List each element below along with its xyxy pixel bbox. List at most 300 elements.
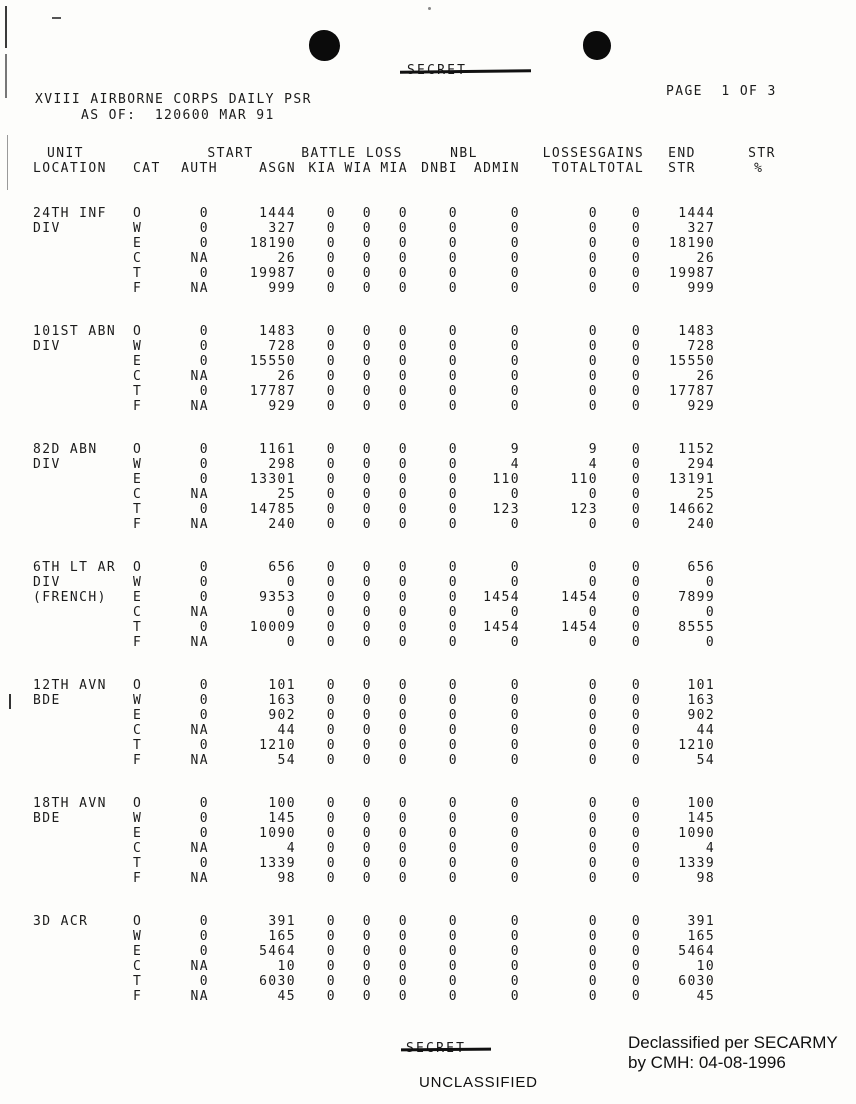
unit-name-cell: DIV	[33, 457, 61, 472]
dnbi-cell: 0	[448, 324, 458, 339]
end-str-cell: 100	[687, 796, 716, 811]
wia-cell: 0	[362, 944, 372, 959]
kia-cell: 0	[326, 693, 336, 708]
unit-name-cell: 18TH AVN	[33, 796, 107, 811]
psr-table	[33, 146, 778, 1004]
auth-cell: 0	[199, 929, 209, 944]
cat-cell: C	[133, 605, 143, 620]
str-pct-cell	[718, 914, 778, 929]
admin-cell: 0	[510, 266, 520, 281]
asgn-cell: 163	[268, 693, 296, 708]
col-header-str-pct: %	[754, 161, 764, 176]
gains-total-cell: 0	[631, 560, 642, 575]
mia-cell: 0	[398, 502, 408, 517]
losses-total-cell: 1454	[561, 590, 598, 605]
losses-total-cell: 0	[588, 959, 598, 974]
str-pct-cell	[718, 635, 778, 650]
wia-cell: 0	[362, 796, 372, 811]
row-spacer	[33, 650, 778, 678]
admin-cell: 0	[510, 738, 520, 753]
gains-total-cell: 0	[631, 457, 642, 472]
declassification-note	[628, 1033, 838, 1073]
str-pct-cell	[718, 560, 778, 575]
dnbi-cell: 0	[448, 944, 458, 959]
wia-cell: 0	[362, 590, 372, 605]
admin-cell: 0	[510, 369, 520, 384]
mia-cell: 0	[398, 811, 408, 826]
unit-name-cell: DIV	[33, 339, 61, 354]
mia-cell: 0	[398, 206, 408, 221]
psr-table-header	[33, 146, 778, 206]
losses-total-cell: 9	[588, 442, 598, 457]
classification-marking-bottom	[406, 1041, 466, 1056]
wia-cell: 0	[362, 206, 372, 221]
kia-cell: 0	[326, 590, 336, 605]
str-pct-cell	[718, 871, 778, 886]
dnbi-cell: 0	[448, 723, 458, 738]
cat-cell: F	[133, 517, 143, 532]
kia-cell: 0	[326, 841, 336, 856]
unit-name-cell	[33, 487, 133, 502]
dnbi-cell: 0	[448, 974, 458, 989]
gains-total-cell: 0	[631, 635, 642, 650]
declassification-line-2: by CMH: 04-08-1996	[628, 1053, 786, 1072]
unit-name-cell	[33, 841, 133, 856]
wia-cell: 0	[362, 575, 372, 590]
dnbi-cell: 0	[448, 620, 458, 635]
asgn-cell: 298	[268, 457, 296, 472]
gains-total-cell: 0	[631, 914, 642, 929]
scan-artifact	[9, 694, 11, 709]
asgn-cell: 0	[286, 605, 296, 620]
auth-cell: 0	[199, 324, 209, 339]
mia-cell: 0	[398, 560, 408, 575]
unit-name-cell	[33, 635, 133, 650]
dnbi-cell: 0	[448, 339, 458, 354]
end-str-cell: 101	[687, 678, 716, 693]
cat-cell: O	[133, 914, 143, 929]
admin-cell: 0	[510, 929, 520, 944]
col-header-cat: CAT	[133, 161, 161, 176]
admin-cell: 0	[510, 974, 520, 989]
cat-cell: C	[133, 369, 143, 384]
auth-cell: 0	[199, 974, 209, 989]
end-str-cell: 10	[696, 959, 716, 974]
kia-cell: 0	[326, 914, 336, 929]
end-str-cell: 7899	[678, 590, 716, 605]
wia-cell: 0	[362, 517, 372, 532]
psr-row	[33, 472, 778, 487]
dnbi-cell: 0	[448, 811, 458, 826]
document-title: XVIII AIRBORNE CORPS DAILY PSR	[35, 92, 312, 107]
wia-cell: 0	[362, 266, 372, 281]
gains-total-cell: 0	[631, 856, 642, 871]
wia-cell: 0	[362, 354, 372, 369]
gains-total-cell: 0	[631, 487, 642, 502]
gains-total-cell: 0	[631, 517, 642, 532]
col-header-kia: KIA	[308, 161, 336, 176]
str-pct-cell	[718, 944, 778, 959]
auth-cell: 0	[199, 560, 209, 575]
row-spacer	[33, 414, 778, 442]
unit-name-cell: DIV	[33, 221, 61, 236]
kia-cell: 0	[326, 826, 336, 841]
gains-total-cell: 0	[631, 841, 642, 856]
kia-cell: 0	[326, 560, 336, 575]
end-str-cell: 26	[696, 251, 716, 266]
cat-cell: W	[133, 811, 143, 826]
admin-cell: 0	[510, 517, 520, 532]
auth-cell: 0	[199, 944, 209, 959]
wia-cell: 0	[362, 560, 372, 575]
losses-total-cell: 0	[588, 826, 598, 841]
end-str-cell: 0	[705, 575, 716, 590]
col-header-losses-total: TOTAL	[551, 161, 598, 176]
gains-total-cell: 0	[631, 442, 642, 457]
end-str-cell: 240	[687, 517, 716, 532]
unit-name-cell	[33, 605, 133, 620]
dnbi-cell: 0	[448, 206, 458, 221]
auth-cell: 0	[199, 266, 209, 281]
admin-cell: 0	[510, 605, 520, 620]
asgn-cell: 902	[268, 708, 296, 723]
col-header-gains: GAINS	[598, 146, 645, 161]
gains-total-cell: 0	[631, 399, 642, 414]
header-gap	[33, 176, 778, 206]
psr-row	[33, 266, 778, 281]
mia-cell: 0	[398, 221, 408, 236]
cat-cell: F	[133, 871, 143, 886]
losses-total-cell: 0	[588, 236, 598, 251]
end-str-cell: 163	[687, 693, 716, 708]
psr-row	[33, 811, 778, 826]
admin-cell: 0	[510, 221, 520, 236]
unit-name-cell	[33, 738, 133, 753]
admin-cell: 0	[510, 487, 520, 502]
mia-cell: 0	[398, 796, 408, 811]
admin-cell: 0	[510, 708, 520, 723]
wia-cell: 0	[362, 708, 372, 723]
unit-name-cell	[33, 354, 133, 369]
auth-cell: 0	[199, 620, 209, 635]
str-pct-cell	[718, 251, 778, 266]
kia-cell: 0	[326, 457, 336, 472]
dnbi-cell: 0	[448, 221, 458, 236]
col-header-losses: LOSSES	[542, 146, 598, 161]
losses-total-cell: 0	[588, 738, 598, 753]
mia-cell: 0	[398, 678, 408, 693]
admin-cell: 110	[492, 472, 520, 487]
kia-cell: 0	[326, 635, 336, 650]
col-header-str: STR	[748, 146, 776, 161]
mia-cell: 0	[398, 399, 408, 414]
admin-cell: 1454	[483, 620, 520, 635]
wia-cell: 0	[362, 841, 372, 856]
gains-total-cell: 0	[631, 251, 642, 266]
losses-total-cell: 0	[588, 693, 598, 708]
psr-row	[33, 723, 778, 738]
kia-cell: 0	[326, 517, 336, 532]
dnbi-cell: 0	[448, 590, 458, 605]
losses-total-cell: 0	[588, 856, 598, 871]
kia-cell: 0	[326, 369, 336, 384]
unit-name-cell: (FRENCH)	[33, 590, 107, 605]
wia-cell: 0	[362, 871, 372, 886]
kia-cell: 0	[326, 339, 336, 354]
psr-row	[33, 281, 778, 296]
auth-cell: 0	[199, 206, 209, 221]
cat-cell: O	[133, 442, 143, 457]
psr-row	[33, 221, 778, 236]
mia-cell: 0	[398, 620, 408, 635]
kia-cell: 0	[326, 575, 336, 590]
kia-cell: 0	[326, 620, 336, 635]
gains-total-cell: 0	[631, 605, 642, 620]
admin-cell: 0	[510, 635, 520, 650]
admin-cell: 0	[510, 251, 520, 266]
asgn-cell: 10	[277, 959, 296, 974]
psr-row	[33, 339, 778, 354]
unit-name-cell	[33, 708, 133, 723]
psr-row	[33, 620, 778, 635]
losses-total-cell: 0	[588, 517, 598, 532]
cat-cell: F	[133, 635, 143, 650]
cat-cell: W	[133, 693, 143, 708]
wia-cell: 0	[362, 959, 372, 974]
losses-total-cell: 0	[588, 384, 598, 399]
losses-total-cell: 0	[588, 575, 598, 590]
auth-cell: 0	[199, 826, 209, 841]
auth-cell: NA	[190, 487, 209, 502]
mia-cell: 0	[398, 487, 408, 502]
psr-row	[33, 635, 778, 650]
scan-artifact	[428, 7, 431, 10]
mia-cell: 0	[398, 944, 408, 959]
wia-cell: 0	[362, 635, 372, 650]
dnbi-cell: 0	[448, 236, 458, 251]
auth-cell: 0	[199, 221, 209, 236]
admin-cell: 0	[510, 399, 520, 414]
kia-cell: 0	[326, 723, 336, 738]
dnbi-cell: 0	[448, 796, 458, 811]
psr-row	[33, 384, 778, 399]
str-pct-cell	[718, 974, 778, 989]
cat-cell: C	[133, 251, 143, 266]
dnbi-cell: 0	[448, 605, 458, 620]
unit-name-cell	[33, 620, 133, 635]
unit-name-cell	[33, 266, 133, 281]
asgn-cell: 54	[277, 753, 296, 768]
mia-cell: 0	[398, 384, 408, 399]
wia-cell: 0	[362, 826, 372, 841]
page-number: PAGE 1 OF 3	[666, 84, 777, 99]
end-str-cell: 14662	[669, 502, 716, 517]
cat-cell: O	[133, 560, 143, 575]
auth-cell: 0	[199, 442, 209, 457]
str-pct-cell	[718, 575, 778, 590]
wia-cell: 0	[362, 384, 372, 399]
dnbi-cell: 0	[448, 384, 458, 399]
unit-name-cell	[33, 369, 133, 384]
end-str-cell: 728	[687, 339, 716, 354]
kia-cell: 0	[326, 605, 336, 620]
str-pct-cell	[718, 236, 778, 251]
admin-cell: 0	[510, 339, 520, 354]
losses-total-cell: 0	[588, 281, 598, 296]
wia-cell: 0	[362, 856, 372, 871]
asgn-cell: 1444	[259, 206, 296, 221]
losses-total-cell: 4	[588, 457, 598, 472]
end-str-cell: 1152	[678, 442, 716, 457]
cat-cell: E	[133, 590, 143, 605]
gains-total-cell: 0	[631, 369, 642, 384]
mia-cell: 0	[398, 635, 408, 650]
admin-cell: 0	[510, 841, 520, 856]
end-str-cell: 26	[696, 369, 716, 384]
gains-total-cell: 0	[631, 959, 642, 974]
asgn-cell: 10009	[249, 620, 296, 635]
end-str-cell: 54	[696, 753, 716, 768]
admin-cell: 0	[510, 575, 520, 590]
cat-cell: E	[133, 826, 143, 841]
dnbi-cell: 0	[448, 856, 458, 871]
cat-cell: T	[133, 974, 143, 989]
admin-cell: 123	[492, 502, 520, 517]
kia-cell: 0	[326, 251, 336, 266]
row-spacer	[33, 532, 778, 560]
end-str-cell: 391	[687, 914, 716, 929]
str-pct-cell	[718, 324, 778, 339]
dnbi-cell: 0	[448, 369, 458, 384]
end-str-cell: 1444	[678, 206, 716, 221]
unit-name-cell: BDE	[33, 811, 61, 826]
admin-cell: 0	[510, 693, 520, 708]
dnbi-cell: 0	[448, 517, 458, 532]
auth-cell: NA	[190, 605, 209, 620]
str-pct-cell	[718, 281, 778, 296]
wia-cell: 0	[362, 339, 372, 354]
kia-cell: 0	[326, 989, 336, 1004]
kia-cell: 0	[326, 811, 336, 826]
gains-total-cell: 0	[631, 944, 642, 959]
col-header-location: LOCATION	[33, 161, 107, 176]
admin-cell: 0	[510, 826, 520, 841]
losses-total-cell: 0	[588, 266, 598, 281]
dnbi-cell: 0	[448, 871, 458, 886]
cat-cell: O	[133, 678, 143, 693]
str-pct-cell	[718, 841, 778, 856]
asgn-cell: 14785	[249, 502, 296, 517]
as-of-line: AS OF: 120600 MAR 91	[81, 108, 275, 123]
gains-total-cell: 0	[631, 738, 642, 753]
end-str-cell: 17787	[669, 384, 716, 399]
wia-cell: 0	[362, 914, 372, 929]
wia-cell: 0	[362, 693, 372, 708]
admin-cell: 0	[510, 236, 520, 251]
dnbi-cell: 0	[448, 738, 458, 753]
admin-cell: 0	[510, 753, 520, 768]
admin-cell: 0	[510, 914, 520, 929]
admin-cell: 0	[510, 723, 520, 738]
end-str-cell: 98	[696, 871, 716, 886]
cat-cell: T	[133, 620, 143, 635]
asgn-cell: 98	[277, 871, 296, 886]
asgn-cell: 100	[268, 796, 296, 811]
losses-total-cell: 0	[588, 487, 598, 502]
str-pct-cell	[718, 796, 778, 811]
cat-cell: C	[133, 841, 143, 856]
end-str-cell: 19987	[669, 266, 716, 281]
dnbi-cell: 0	[448, 472, 458, 487]
strikethrough-line	[401, 1048, 491, 1052]
unit-name-cell	[33, 236, 133, 251]
asgn-cell: 25	[277, 487, 296, 502]
psr-row	[33, 590, 778, 605]
auth-cell: 0	[199, 738, 209, 753]
cat-cell: W	[133, 929, 143, 944]
admin-cell: 0	[510, 354, 520, 369]
dnbi-cell: 0	[448, 635, 458, 650]
gains-total-cell: 0	[631, 472, 642, 487]
kia-cell: 0	[326, 738, 336, 753]
unit-name-cell	[33, 723, 133, 738]
mia-cell: 0	[398, 575, 408, 590]
gains-total-cell: 0	[631, 575, 642, 590]
wia-cell: 0	[362, 487, 372, 502]
end-str-cell: 1339	[678, 856, 716, 871]
cat-cell: C	[133, 959, 143, 974]
auth-cell: NA	[190, 369, 209, 384]
kia-cell: 0	[326, 502, 336, 517]
wia-cell: 0	[362, 236, 372, 251]
str-pct-cell	[718, 989, 778, 1004]
psr-row	[33, 487, 778, 502]
asgn-cell: 165	[268, 929, 296, 944]
unit-name-cell	[33, 281, 133, 296]
auth-cell: 0	[199, 678, 209, 693]
hole-punch-left	[309, 30, 340, 61]
auth-cell: 0	[199, 693, 209, 708]
unit-name-cell	[33, 959, 133, 974]
wia-cell: 0	[362, 738, 372, 753]
psr-row	[33, 693, 778, 708]
auth-cell: NA	[190, 635, 209, 650]
str-pct-cell	[718, 826, 778, 841]
scan-artifact	[5, 6, 7, 48]
str-pct-cell	[718, 708, 778, 723]
str-pct-cell	[718, 723, 778, 738]
unit-name-cell	[33, 856, 133, 871]
dnbi-cell: 0	[448, 826, 458, 841]
kia-cell: 0	[326, 442, 336, 457]
gains-total-cell: 0	[631, 266, 642, 281]
gains-total-cell: 0	[631, 281, 642, 296]
asgn-cell: 1339	[259, 856, 296, 871]
str-pct-cell	[718, 384, 778, 399]
losses-total-cell: 0	[588, 221, 598, 236]
cat-cell: C	[133, 723, 143, 738]
dnbi-cell: 0	[448, 693, 458, 708]
kia-cell: 0	[326, 929, 336, 944]
mia-cell: 0	[398, 929, 408, 944]
admin-cell: 0	[510, 796, 520, 811]
end-str-cell: 1483	[678, 324, 716, 339]
asgn-cell: 999	[268, 281, 296, 296]
str-pct-cell	[718, 457, 778, 472]
dnbi-cell: 0	[448, 399, 458, 414]
psr-row	[33, 354, 778, 369]
auth-cell: 0	[199, 502, 209, 517]
